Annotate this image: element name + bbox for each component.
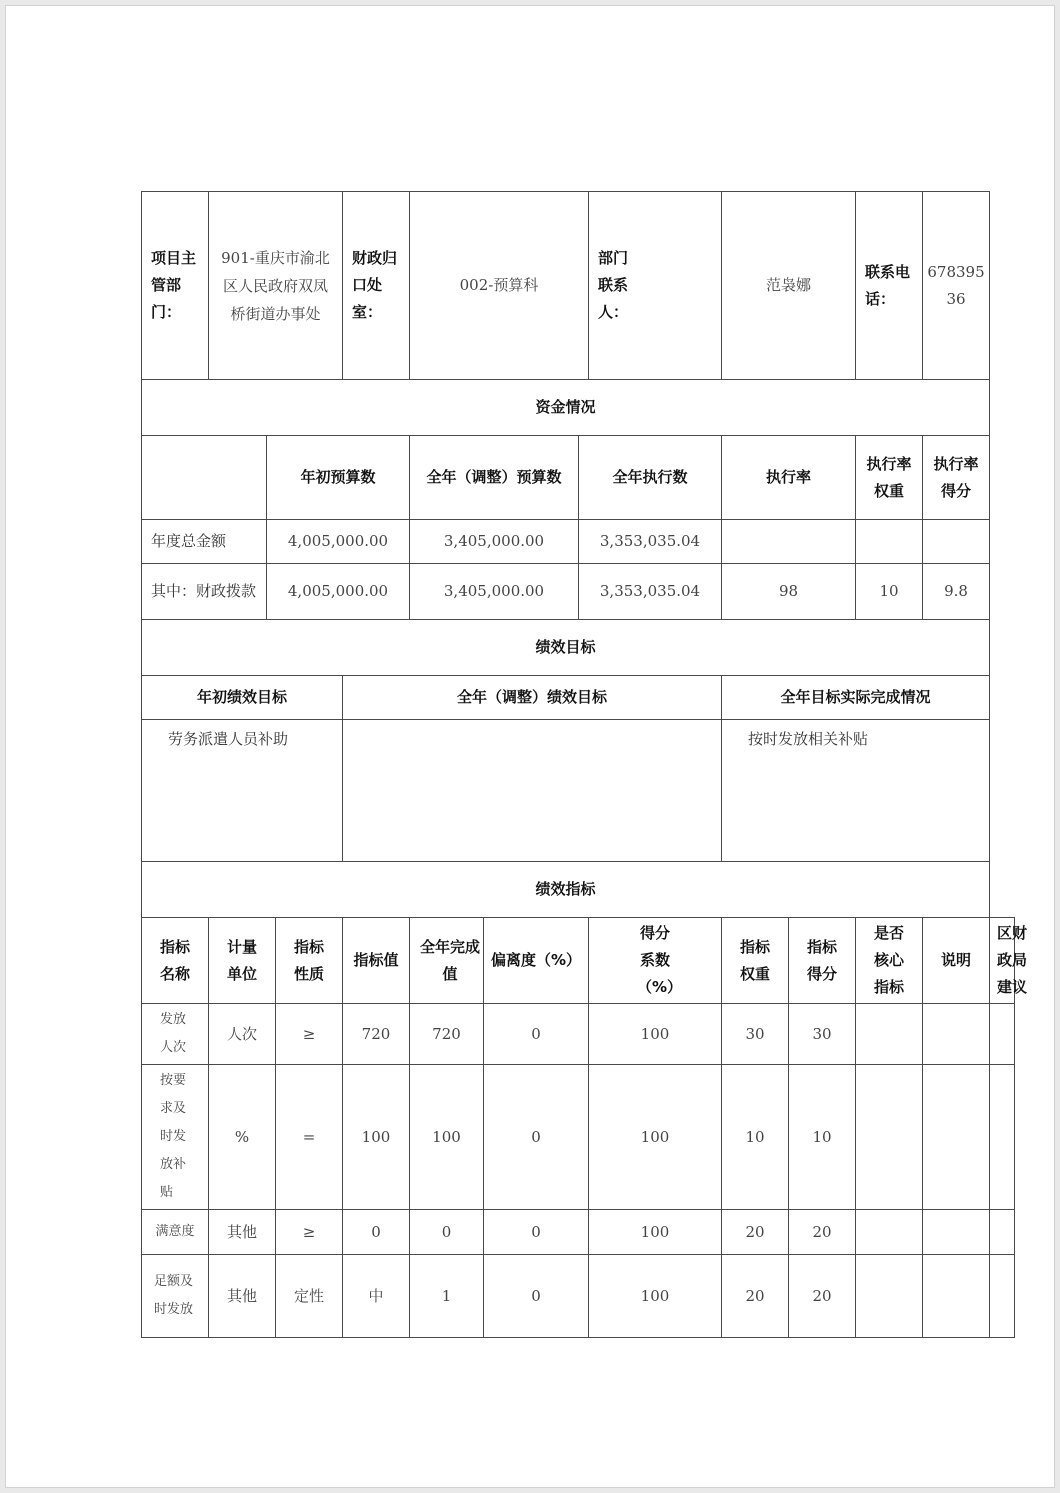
funds-col-score: 执行率得分 <box>923 436 990 520</box>
ind-note <box>923 1210 990 1255</box>
funds-executed: 3,353,035.04 <box>579 564 722 620</box>
ind-note <box>923 1255 990 1338</box>
ind-unit: 人次 <box>209 1004 276 1065</box>
ind-col-coef-text: 得分系数（%） <box>637 924 683 996</box>
ind-weight: 20 <box>722 1255 789 1338</box>
indicators-section-title: 绩效指标 <box>142 862 990 918</box>
ind-name <box>142 1004 209 1065</box>
ind-score: 20 <box>789 1210 856 1255</box>
ind-col-coef <box>589 918 722 1004</box>
ind-coef: 100 <box>589 1004 722 1065</box>
ind-name-text: 发放人次 <box>160 1012 187 1055</box>
funds-col-weight: 执行率权重 <box>856 436 923 520</box>
contact-value: 范袅娜 <box>722 192 856 380</box>
phone-label <box>856 192 923 380</box>
funds-corner-cell <box>142 436 267 520</box>
ind-advice <box>990 1255 1015 1338</box>
funds-adjusted: 3,405,000.00 <box>410 520 579 564</box>
ind-score: 30 <box>789 1004 856 1065</box>
funds-col-rate: 执行率 <box>722 436 856 520</box>
goals-initial-text: 劳务派遣人员补助 <box>142 720 343 862</box>
funds-row-label: 其中：财政拨款 <box>142 564 267 620</box>
ind-col-advice-text: 区财政局建议 <box>997 924 1028 996</box>
dept-label: 项目主管部门： <box>142 192 209 380</box>
ind-coef: 100 <box>589 1255 722 1338</box>
ind-name <box>142 1255 209 1338</box>
goals-header-row <box>142 676 1015 720</box>
ind-col-unit-text: 计量单位 <box>226 937 257 983</box>
ind-col-name-text: 指标名称 <box>159 937 190 983</box>
header-row <box>142 192 1015 380</box>
funds-col-executed: 全年执行数 <box>579 436 722 520</box>
funds-adjusted: 3,405,000.00 <box>410 564 579 620</box>
ind-weight: 30 <box>722 1004 789 1065</box>
funds-header-row <box>142 436 1015 520</box>
office-label: 财政归口处室： <box>343 192 410 380</box>
funds-row-label: 年度总金额 <box>142 520 267 564</box>
ind-core <box>856 1004 923 1065</box>
goals-col-adjusted: 全年（调整）绩效目标 <box>343 676 722 720</box>
ind-core <box>856 1255 923 1338</box>
ind-value: 0 <box>343 1210 410 1255</box>
ind-deviation: 0 <box>484 1004 589 1065</box>
ind-name-text: 足额及时发放 <box>154 1274 194 1317</box>
office-value: 002-预算科 <box>410 192 589 380</box>
ind-col-weight <box>722 918 789 1004</box>
ind-advice <box>990 1004 1015 1065</box>
funds-rate: 98 <box>722 564 856 620</box>
ind-col-note: 说明 <box>923 918 990 1004</box>
indicator-row <box>142 1004 1015 1065</box>
ind-unit: 其他 <box>209 1210 276 1255</box>
ind-nature: 定性 <box>276 1255 343 1338</box>
funds-rate <box>722 520 856 564</box>
goals-adjusted-text <box>343 720 722 862</box>
ind-coef: 100 <box>589 1065 722 1210</box>
contact-label <box>589 192 722 380</box>
funds-col-initial: 年初预算数 <box>267 436 410 520</box>
goals-section-title: 绩效目标 <box>142 620 990 676</box>
ind-value: 720 <box>343 1004 410 1065</box>
funds-score: 9.8 <box>923 564 990 620</box>
funds-weight <box>856 520 923 564</box>
ind-deviation: 0 <box>484 1210 589 1255</box>
funds-col-adjusted: 全年（调整）预算数 <box>410 436 579 520</box>
indicator-row <box>142 1255 1015 1338</box>
funds-weight: 10 <box>856 564 923 620</box>
ind-col-core <box>856 918 923 1004</box>
ind-name-text: 按要求及时发放补贴 <box>160 1073 187 1200</box>
ind-weight: 20 <box>722 1210 789 1255</box>
goals-content-row <box>142 720 1015 862</box>
ind-col-score <box>789 918 856 1004</box>
ind-core <box>856 1210 923 1255</box>
funds-executed: 3,353,035.04 <box>579 520 722 564</box>
funds-row <box>142 520 1015 564</box>
funds-score <box>923 520 990 564</box>
ind-col-nature-text: 指标性质 <box>293 937 324 983</box>
ind-col-nature <box>276 918 343 1004</box>
ind-col-value: 指标值 <box>343 918 410 1004</box>
indicator-row <box>142 1210 1015 1255</box>
goals-actual-text: 按时发放相关补贴 <box>722 720 990 862</box>
ind-col-core-text: 是否核心指标 <box>874 924 905 996</box>
ind-nature: ≥ <box>276 1210 343 1255</box>
ind-col-weight-text: 指标权重 <box>739 937 770 983</box>
funds-initial: 4,005,000.00 <box>267 564 410 620</box>
ind-advice <box>990 1210 1015 1255</box>
ind-coef: 100 <box>589 1210 722 1255</box>
ind-deviation: 0 <box>484 1255 589 1338</box>
ind-col-score-text: 指标得分 <box>806 937 837 983</box>
ind-name: 满意度 <box>142 1210 209 1255</box>
ind-advice <box>990 1065 1015 1210</box>
ind-note <box>923 1004 990 1065</box>
funds-section-title: 资金情况 <box>142 380 990 436</box>
ind-score: 20 <box>789 1255 856 1338</box>
ind-value: 100 <box>343 1065 410 1210</box>
performance-table <box>141 191 1028 1338</box>
ind-note <box>923 1065 990 1210</box>
ind-col-actual-text: 全年完成值 <box>419 937 480 983</box>
ind-unit: % <box>209 1065 276 1210</box>
ind-name <box>142 1065 209 1210</box>
dept-value: 901-重庆市渝北区人民政府双凤桥街道办事处 <box>209 192 343 380</box>
indicator-row <box>142 1065 1015 1210</box>
ind-col-advice <box>990 918 1028 1004</box>
indicators-header-row <box>142 918 1015 1004</box>
phone-label-text: 联系电话： <box>865 262 911 308</box>
ind-actual: 720 <box>410 1004 484 1065</box>
ind-col-actual <box>410 918 484 1004</box>
ind-col-unit <box>209 918 276 1004</box>
document-page <box>6 6 1054 1487</box>
ind-col-name <box>142 918 209 1004</box>
ind-deviation: 0 <box>484 1065 589 1210</box>
funds-initial: 4,005,000.00 <box>267 520 410 564</box>
ind-actual: 100 <box>410 1065 484 1210</box>
ind-core <box>856 1065 923 1210</box>
ind-col-deviation: 偏离度（%） <box>484 918 589 1004</box>
ind-actual: 1 <box>410 1255 484 1338</box>
ind-weight: 10 <box>722 1065 789 1210</box>
goals-col-actual: 全年目标实际完成情况 <box>722 676 990 720</box>
contact-label-text: 部门联系人： <box>598 249 629 321</box>
ind-nature: = <box>276 1065 343 1210</box>
funds-row <box>142 564 1015 620</box>
ind-score: 10 <box>789 1065 856 1210</box>
ind-unit: 其他 <box>209 1255 276 1338</box>
ind-nature: ≥ <box>276 1004 343 1065</box>
goals-col-initial: 年初绩效目标 <box>142 676 343 720</box>
ind-value: 中 <box>343 1255 410 1338</box>
phone-value: 67839536 <box>923 192 990 380</box>
ind-actual: 0 <box>410 1210 484 1255</box>
